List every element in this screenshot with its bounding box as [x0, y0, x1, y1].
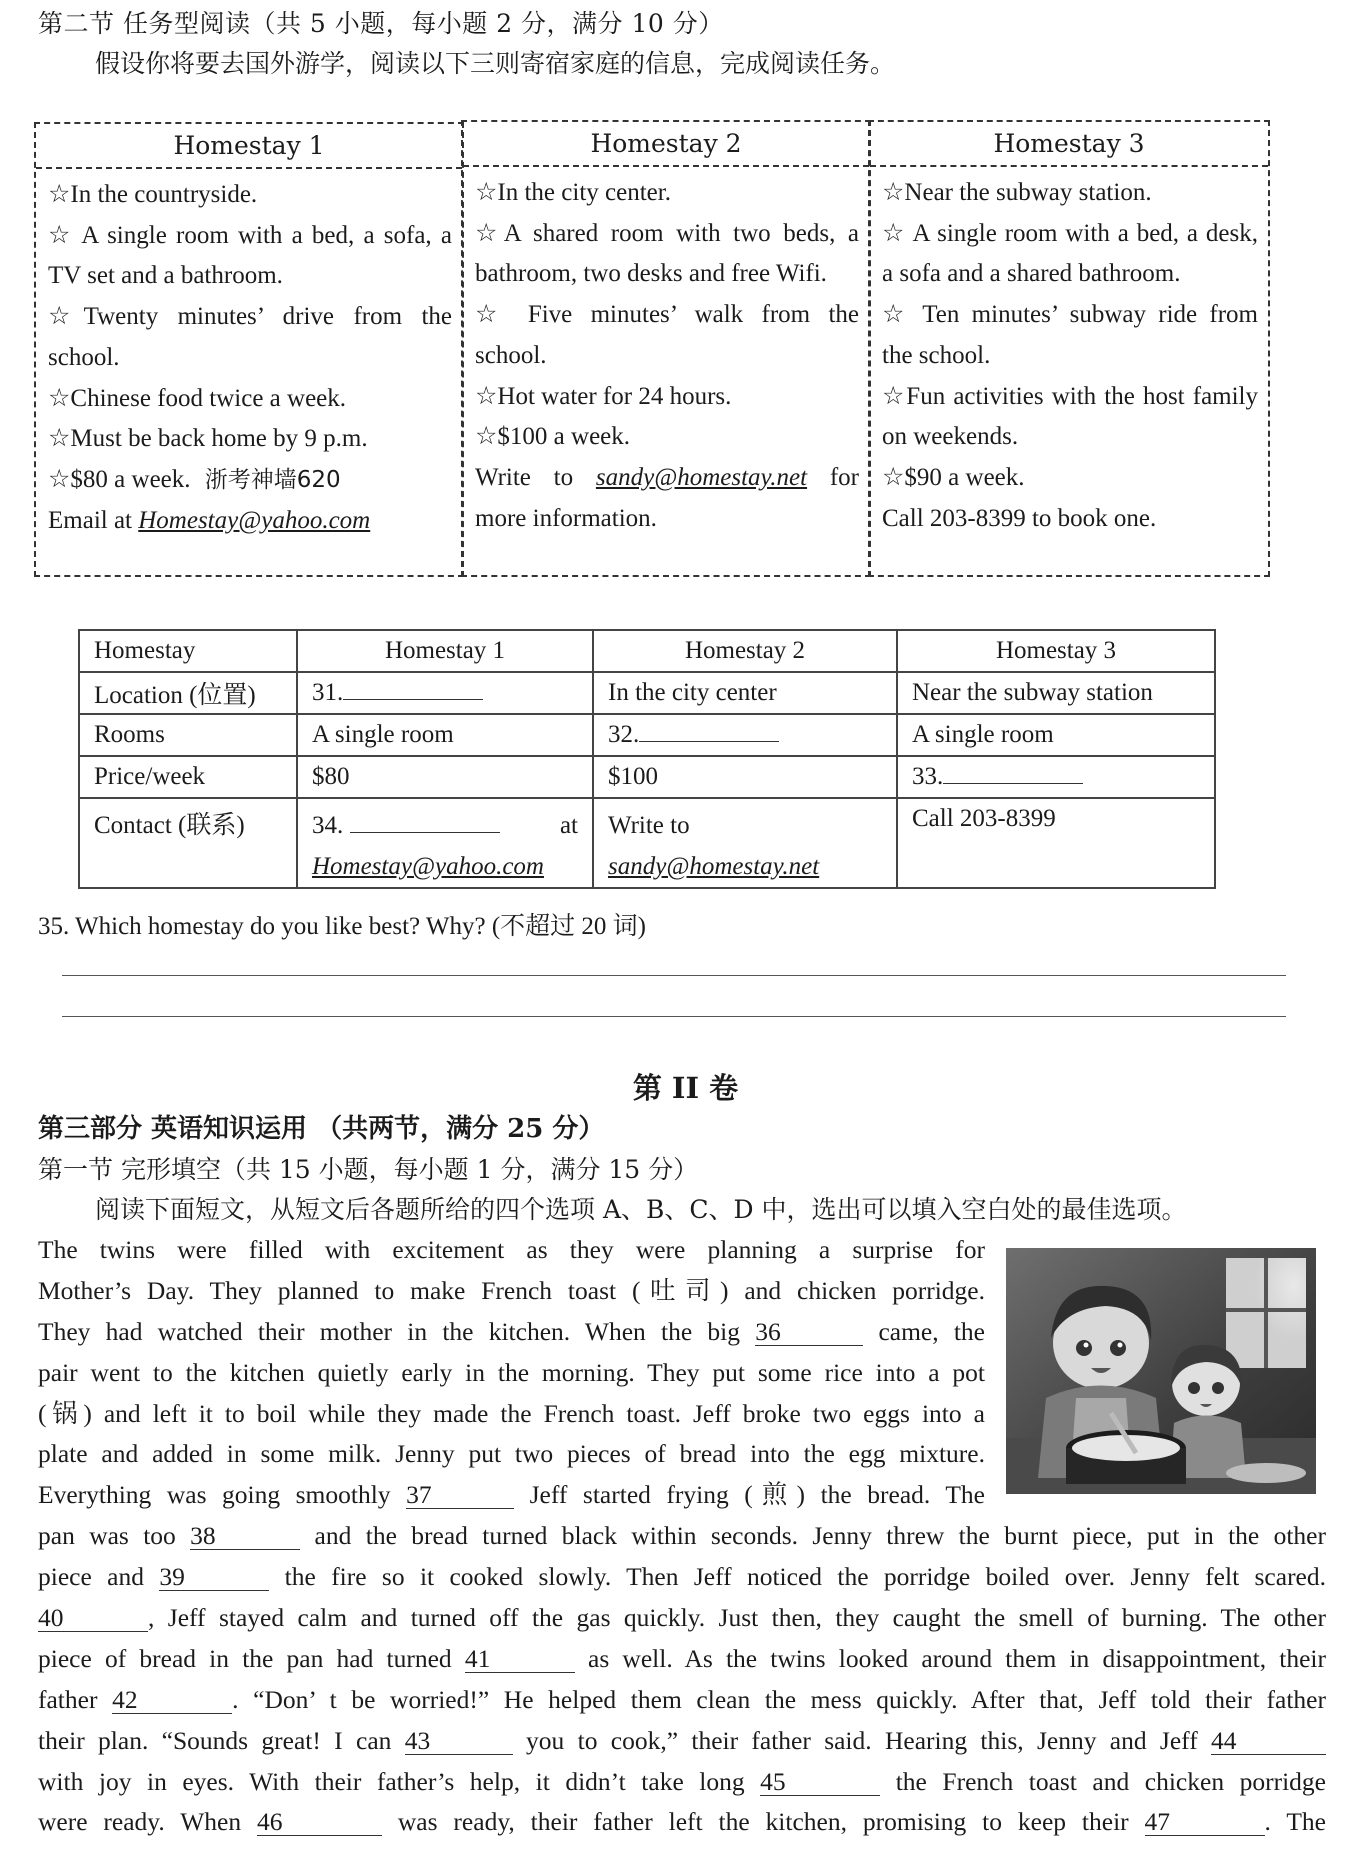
passage-line — [38, 1639, 1326, 1680]
answer-blank[interactable] — [343, 679, 483, 700]
answer-blank[interactable] — [943, 763, 1083, 784]
table-cell — [593, 798, 897, 888]
question-number: 31. — [312, 679, 344, 706]
table-cell: A single room — [297, 714, 593, 756]
table-email: Homestay@yahoo.com — [312, 853, 544, 880]
passage-text: was ready, their father left the kitchen, promising to keep their — [382, 1807, 1145, 1837]
passage-text: were ready. When — [38, 1807, 257, 1837]
homestay-2-line: ☆In the city center. — [475, 179, 671, 206]
homestay-2-line: ☆Hot water for 24 hours. — [475, 382, 732, 410]
cloze-blank-43[interactable]: 43 — [405, 1728, 513, 1755]
table-header-cell: Homestay — [79, 630, 297, 672]
table-row — [79, 756, 1215, 798]
row-label: Location (位置) — [79, 672, 297, 714]
contact-prefix: Email at — [48, 506, 139, 534]
table-cell: A single room — [897, 714, 1215, 756]
cloze-blank-47[interactable]: 47 — [1145, 1809, 1265, 1836]
homestay-2-box — [461, 120, 871, 577]
homestay-1-line: ☆In the countryside. — [48, 181, 258, 208]
homestay-1-line: ☆Chinese food twice a week. — [48, 384, 347, 412]
table-email: sandy@homestay.net — [608, 853, 820, 880]
cloze-blank-42[interactable]: 42 — [112, 1687, 232, 1714]
passage-text: . The — [1264, 1807, 1326, 1837]
passage-line — [38, 1312, 985, 1353]
cloze-instructions: 阅读下面短文，从短文后各题所给的四个选项 A、B、C、D 中，选出可以填入空白处的最佳选项。 — [95, 1195, 1187, 1224]
passage-line — [38, 1516, 1326, 1557]
write-to-text: Write to — [608, 812, 690, 839]
volume-title: 第 II 卷 — [632, 1071, 739, 1105]
table-cell: $100 — [593, 756, 897, 798]
row-label: Rooms — [79, 714, 297, 756]
answer-cell-31[interactable] — [297, 672, 593, 714]
cloze-blank-40[interactable]: 40 — [38, 1605, 148, 1632]
row-label: Price/week — [79, 756, 297, 798]
cloze-blank-39[interactable]: 39 — [159, 1564, 269, 1591]
watermark-text: 浙考神墙620 — [204, 466, 341, 493]
table-row — [79, 672, 1215, 714]
cloze-blank-38[interactable]: 38 — [190, 1523, 300, 1550]
answer-blank[interactable] — [639, 721, 779, 742]
cloze-blank-46[interactable]: 46 — [257, 1809, 382, 1836]
table-cell: Call 203-8399 — [897, 798, 1215, 888]
table-cell: Near the subway station — [897, 672, 1215, 714]
contact-line-1 — [312, 805, 578, 846]
table-row — [79, 714, 1215, 756]
answer-line[interactable] — [62, 1016, 1286, 1017]
question-number: 33. — [912, 763, 944, 790]
homestay-3-line: ☆ Ten minutes’ subway ride from the school. — [882, 301, 1258, 369]
passage-line — [38, 1557, 1326, 1598]
passage-line — [38, 1721, 1326, 1762]
passage-line: Mother’s Day. They planned to make French toast (吐司) and chicken porridge. — [38, 1275, 985, 1305]
cloze-passage — [38, 1230, 1326, 1843]
passage-text: piece of bread in the pan had turned — [38, 1643, 465, 1673]
passage-line: plate and added in some milk. Jenny put two pieces of bread into the egg mixture. — [38, 1439, 985, 1469]
homestay-3-line: Call 203-8399 to book one. — [882, 504, 1157, 532]
section-heading: 第二节 任务型阅读（共 5 小题，每小题 2 分，满分 10 分） — [38, 9, 724, 38]
passage-text: with joy in eyes. With their father’s help, it didn’t take long — [38, 1766, 761, 1796]
homestay-1-line: ☆ A single room with a bed, a sofa, a TV set and a bathroom. — [48, 221, 452, 290]
homestay-2-email: sandy@homestay.net — [595, 463, 808, 491]
answer-line[interactable] — [62, 975, 1286, 976]
cloze-blank-41[interactable]: 41 — [465, 1646, 575, 1673]
cloze-blank-36[interactable]: 36 — [755, 1319, 863, 1346]
question-35: 35. Which homestay do you like best? Why? (不超过 20 词) — [38, 913, 646, 940]
passage-text: and the bread turned black within seconds. Jenny threw the burnt piece, put in the other — [300, 1521, 1326, 1551]
contact-prefix: Write to — [475, 463, 596, 491]
passage-line — [38, 1802, 1326, 1843]
passage-text: They had watched their mother in the kitchen. When the big — [38, 1316, 756, 1346]
passage-text: father — [38, 1684, 113, 1714]
passage-line — [38, 1762, 1326, 1803]
table-row — [79, 798, 1215, 888]
answer-cell-34[interactable] — [297, 798, 593, 888]
homestay-3-line: ☆$90 a week. — [882, 463, 1025, 491]
cloze-blank-45[interactable]: 45 — [760, 1769, 880, 1796]
answer-cell-32[interactable] — [593, 714, 897, 756]
question-number: 32. — [608, 721, 640, 748]
homestay-2-line: ☆$100 a week. — [475, 423, 631, 451]
homestay-1-price-line — [48, 460, 452, 501]
table-row — [79, 630, 1215, 672]
passage-line — [38, 1598, 1326, 1639]
homestay-3-line: ☆Fun activities with the host family on weekends. — [882, 382, 1258, 451]
answer-cell-33[interactable] — [897, 756, 1215, 798]
homestay-2-line: ☆ Five minutes’ walk from the school. — [475, 301, 859, 369]
homestay-2-contact — [475, 458, 859, 539]
passage-text: the French toast and chicken porridge — [880, 1766, 1326, 1796]
cloze-section-heading: 第一节 完形填空（共 15 小题，每小题 1 分，满分 15 分） — [38, 1155, 699, 1184]
answer-blank[interactable] — [350, 812, 500, 833]
homestay-3-line: ☆ A single room with a bed, a desk, a sofa and a shared bathroom. — [882, 219, 1258, 288]
passage-line — [38, 1475, 985, 1516]
at-text: at — [559, 812, 578, 839]
passage-line: (锅) and left it to boil while they made the French toast. Jeff broke two eggs into a — [38, 1398, 985, 1428]
homestay-2-line: ☆A shared room with two beds, a bathroom, two desks and free Wifi. — [475, 219, 859, 288]
passage-line: The twins were filled with excitement as they were planning a surprise for — [38, 1235, 985, 1264]
homestay-summary-table — [78, 629, 1216, 889]
homestay-1-line: ☆Must be back home by 9 p.m. — [48, 425, 368, 453]
passage-text: the fire so it cooked slowly. Then Jeff noticed the porridge boiled over. Jenny felt scared. — [269, 1562, 1327, 1592]
contact-suffix: for more information. — [475, 463, 859, 532]
homestay-3-title: Homestay 3 — [870, 122, 1268, 167]
table-header-cell: Homestay 1 — [297, 630, 593, 672]
homestay-1-email: Homestay@yahoo.com — [138, 506, 371, 534]
passage-text: as well. As the twins looked around them in disappointment, their — [574, 1643, 1326, 1673]
cloze-blank-37[interactable]: 37 — [406, 1482, 514, 1509]
homestay-2-title: Homestay 2 — [463, 122, 869, 167]
table-header-cell: Homestay 3 — [897, 630, 1215, 672]
table-header-cell: Homestay 2 — [593, 630, 897, 672]
homestay-1-contact — [48, 501, 452, 542]
homestay-1-box — [34, 122, 464, 577]
homestay-3-box — [868, 120, 1270, 577]
table-cell: In the city center — [593, 672, 897, 714]
part-heading: 第三部分 英语知识运用 （共两节，满分 25 分） — [38, 1114, 605, 1144]
homestay-1-line: ☆Twenty minutes’ drive from the school. — [48, 303, 452, 371]
homestay-3-line: ☆Near the subway station. — [882, 179, 1152, 206]
section-intro: 假设你将要去国外游学，阅读以下三则寄宿家庭的信息，完成阅读任务。 — [95, 49, 896, 78]
passage-text: pan was too — [38, 1521, 191, 1551]
row-label: Contact (联系) — [79, 798, 297, 888]
passage-text: Everything was going smoothly — [38, 1480, 407, 1510]
passage-text: came, the — [863, 1316, 985, 1346]
homestay-1-price: ☆$80 a week. — [48, 465, 191, 493]
passage-line: pair went to the kitchen quietly early in the morning. They put some rice into a pot — [38, 1357, 985, 1387]
passage-text: . “Don’ t be worried!” He helped them clean the mess quickly. After that, Jeff told their father — [232, 1684, 1326, 1714]
passage-text: Jeff started frying (煎) the bread. The — [514, 1480, 985, 1510]
homestay-1-title: Homestay 1 — [36, 124, 462, 169]
passage-text: you to cook,” their father said. Hearing this, Jenny and Jeff — [512, 1725, 1212, 1755]
passage-text: their plan. “Sounds great! I can — [38, 1725, 405, 1755]
question-number: 34. — [312, 812, 344, 839]
passage-text: piece and — [38, 1562, 160, 1592]
table-cell: $80 — [297, 756, 593, 798]
cloze-blank-44[interactable]: 44 — [1211, 1728, 1326, 1755]
passage-line — [38, 1680, 1326, 1721]
passage-text: , Jeff stayed calm and turned off the gas quickly. Just then, they caught the smell of burning. The other — [148, 1603, 1326, 1633]
